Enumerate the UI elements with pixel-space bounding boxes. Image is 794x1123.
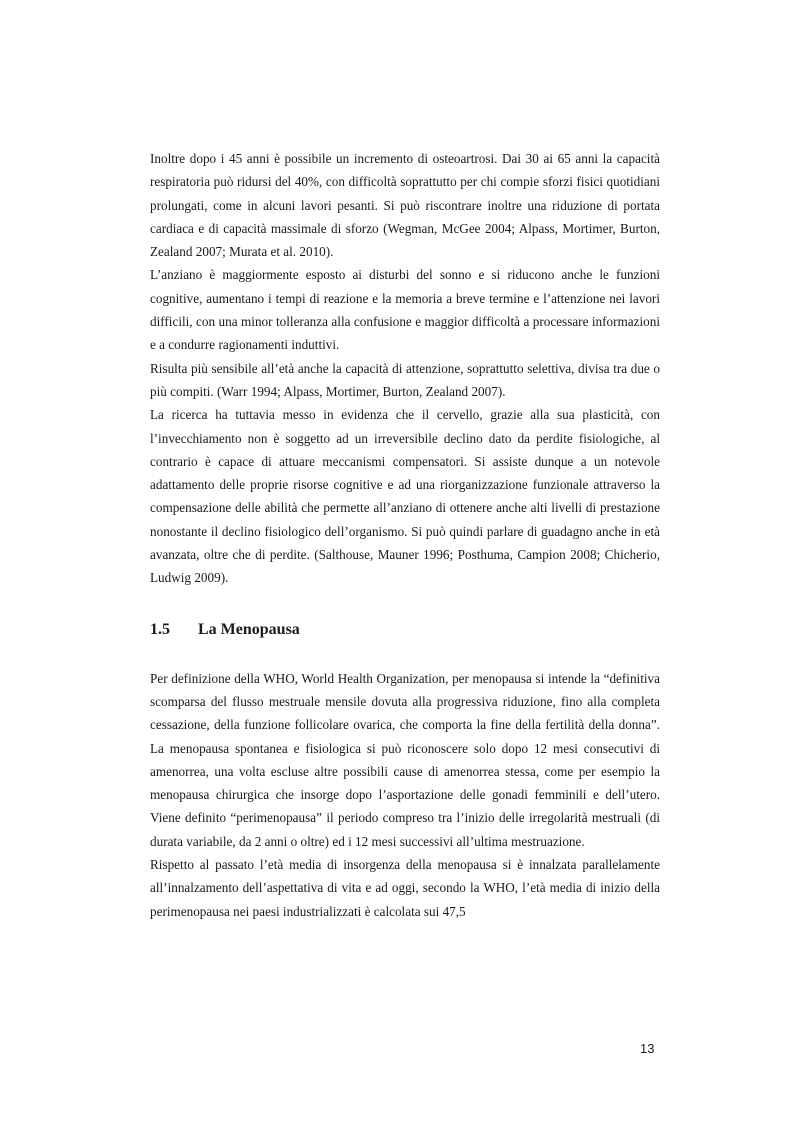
section-heading — [150, 620, 660, 640]
page-body — [150, 147, 660, 923]
page-number: 13 — [640, 1041, 655, 1056]
paragraph-sleep-cognition: L’anziano è maggiormente esposto ai disturbi del sonno e si riducono anche le funzioni cognitive, aumentano i tempi di reazione e la memoria a breve termine e l’attenzione nei lavori difficili, con una minor tolleranza alla confusione e maggior difficoltà a processare informazioni e a condurre ragionamenti induttivi. — [150, 267, 660, 353]
paragraph-who-definition: Per definizione della WHO, World Health Organization, per menopausa si intende la “definitiva scomparsa del flusso mestruale mensile dovuta alla progressiva riduzione, fino alla completa cessazione, della funzione follicolare ovarica, che comporta la fine della fertilità della donna”. La menopausa spontanea e fisiologica si può riconoscere solo dopo 12 mesi consecutivi di amenorrea, una volta escluse altre possibili cause di amenorrea stessa, come per esempio la menopausa chirurgica che insorge dopo l’asportazione delle gonadi femminili e dell’utero. Viene definito “perimenopausa” il periodo compreso tra l’inizio delle irregolarità mestruali (di durata variabile, da 2 anni o oltre) ed i 12 mesi successivi all’ultima mestruazione. — [150, 670, 660, 849]
paragraph-menopause-age: Rispetto al passato l’età media di insorgenza della menopausa si è innalzata parallelamente all’innalzamento dell’aspettativa di vita e ad oggi, secondo la WHO, l’età media di inizio della perimenopausa nei paesi industrializzati è calcolata sui 47,5 — [150, 857, 660, 919]
section-number: 1.5 — [150, 620, 170, 638]
paragraph-attention: Risulta più sensibile all’età anche la capacità di attenzione, soprattutto selettiva, divisa tra due o più compiti. (Warr 1994; Alpass, Mortimer, Burton, Zealand 2007). — [150, 360, 660, 399]
paragraph-osteoarthrosis: Inoltre dopo i 45 anni è possibile un incremento di osteoartrosi. Dai 30 ai 65 anni la capacità respiratoria può ridursi del 40%, con difficoltà soprattutto per chi compie sforzi fisici quotidiani prolungati, come in alcuni lavori pesanti. Si può riscontrare inoltre una riduzione di portata cardiaca e di capacità massimale di sforzo (Wegman, McGee 2004; Alpass, Mortimer, Burton, Zealand 2007; Murata et al. 2010). — [150, 151, 660, 260]
section-title: La Menopausa — [198, 620, 300, 638]
paragraph-brain-plasticity: La ricerca ha tuttavia messo in evidenza che il cervello, grazie alla sua plasticità, con l’invecchiamento non è soggetto ad un irreversibile declino dato da perdite fisiologiche, al contrario è capace di attuare meccanismi compensatori. Si assiste dunque a un notevole adattamento delle proprie risorse cognitive e ad una riorganizzazione funzionale attraverso la compensazione delle abilità che permette all’anziano di ottenere anche alti livelli di prestazione nonostante il declino fisiologico dell’organismo. Si può quindi parlare di guadagno anche in età avanzata, oltre che di perdite. (Salthouse, Mauner 1996; Posthuma, Campion 2008; Chicherio, Ludwig 2009). — [150, 407, 660, 586]
